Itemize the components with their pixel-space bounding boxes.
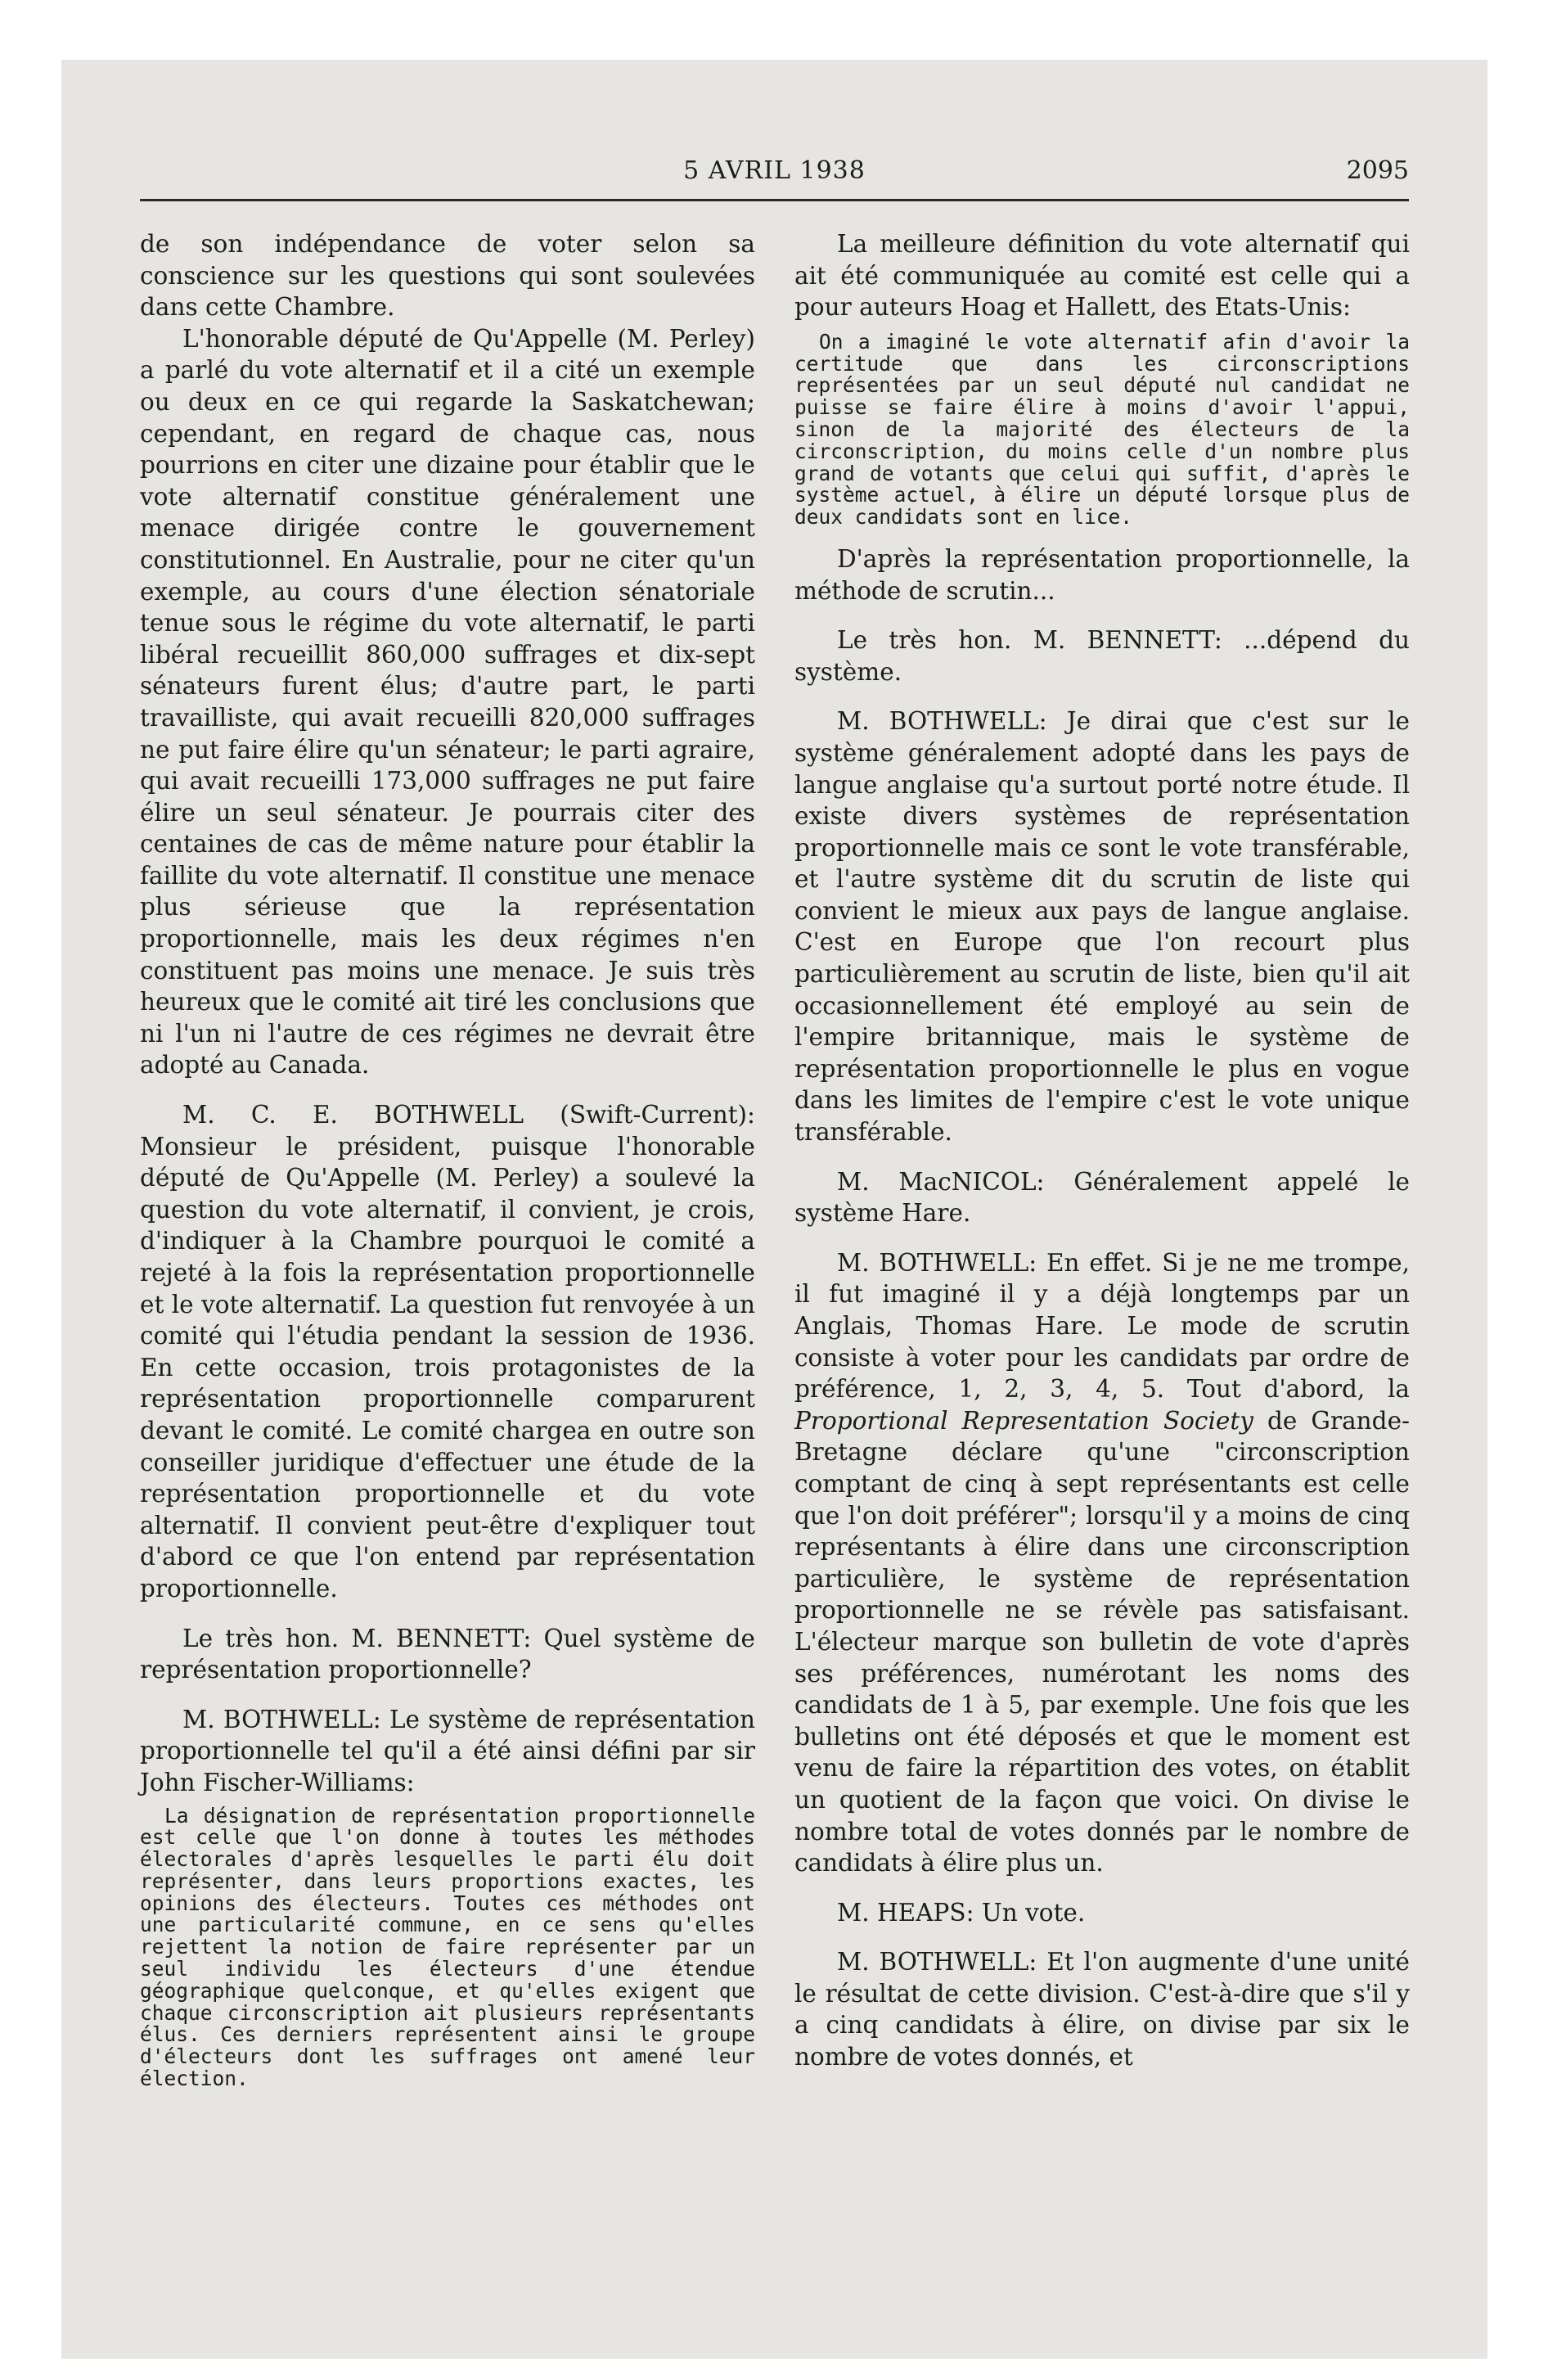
text-run: de Grande-Bretagne déclare qu'une "circonscription comptant de cinq à sept représentants est celle que l'on doit préférer"; lorsqu'il y a moins de cinq représentants à élire dans une circonscription particulière, le système de représentation proportionnelle ne se révèle pas satisfaisant. L'électeur marque son bulletin de vote d'après ses préférences, numérotant les noms des candidats de 1 à 5, par exemple. Une fois que les bulletins ont été déposés et que le moment est venu de faire la répartition des votes, on établit un quotient de la façon que voici. On divise le nombre total de votes donnés par le nombre de candidats à élire plus un.	[794, 1406, 1410, 1877]
paragraph-bothwell-quotient: M. BOTHWELL: Et l'on augmente d'une unité le résultat de cette division. C'est-à-dire que s'il y a cinq candidats à élire, on divise par six le nombre de votes donnés, et	[794, 1948, 1410, 2071]
paragraph: La meilleure définition du vote alternatif qui ait été communiquée au comité est celle qui a pour auteurs Hoag et Hallett, des Etats-Unis:	[794, 230, 1410, 322]
paragraph: de son indépendance de voter selon sa conscience sur les questions qui sont soulevées dans cette Chambre.	[140, 230, 755, 322]
quotation-hoag-hallett: On a imaginé le vote alternatif afin d'avoir la certitude que dans les circonscriptions représentées par un seul député nul candidat ne puisse se faire élire à moins d'avoir l'appui, sinon de la majorité des électeurs de la circonscription, du moins celle d'un nombre plus grand de votants que celui qui suffit, d'après le système actuel, à élire un député lorsque plus de deux candidats sont en lice.	[794, 329, 1410, 530]
page-number: 2095	[1346, 156, 1409, 185]
paragraph-macnicol: M. MacNICOL: Généralement appelé le système Hare.	[794, 1167, 1410, 1228]
header-rule	[140, 199, 1409, 201]
paragraph-heaps: M. HEAPS: Un vote.	[837, 1898, 1086, 1927]
paragraph-bothwell-systems: M. BOTHWELL: Je dirai que c'est sur le système généralement adopté dans les pays de langue anglaise qu'a surtout porté notre étude. Il existe divers systèmes de représentation proportionnelle mais ce sont le vote transférable, et l'autre système dit du scrutin de liste qui convient le mieux aux pays de langue anglaise. C'est en Europe que l'on recourt plus particulièrement au scrutin de liste, bien qu'il ait occasionnellement été employé au sein de l'empire britannique, mais le système de représentation proportionnelle le plus en vogue dans les limites de l'empire c'est le vote unique transférable.	[794, 707, 1410, 1147]
society-name: Proportional Representation Society	[794, 1406, 1253, 1435]
page-sheet	[61, 60, 1487, 2359]
paragraph: L'honorable député de Qu'Appelle (M. Perley) a parlé du vote alternatif et il a cité un exemple ou deux en ce qui regarde la Saskatchewan; cependant, en regard de chaque cas, nous pourrions en citer une dizaine pour établir que le vote alternatif constitue généralement une menace dirigée contre le gouvernement constitutionnel. En Australie, pour ne citer qu'un exemple, au cours d'une élection sénatoriale tenue sous le régime du vote alternatif, le parti libéral recueillit 860,000 suffrages et dix-sept sénateurs furent élus; d'autre part, le parti travailliste, qui avait recueilli 820,000 suffrages ne put faire élire qu'un sénateur; le parti agraire, qui avait recueilli 173,000 suffrages ne put faire élire un seul sénateur. Je pourrais citer des centaines de cas de même nature pour établir la faillite du vote alternatif. Il constitue une menace plus sérieuse que la représentation proportionnelle, mais les deux régimes n'en constituent pas moins une menace. Je suis très heureux que le comité ait tiré les conclusions que ni l'un ni l'autre de ces régimes ne devrait être adopté au Canada.	[140, 324, 755, 1080]
right-column	[794, 228, 1410, 2073]
paragraph-bothwell-definition: M. BOTHWELL: Le système de représentation proportionnelle tel qu'il a été ainsi défini par sir John Fischer-Williams:	[140, 1705, 755, 1796]
paragraph-bennett-question: Le très hon. M. BENNETT: Quel système de représentation proportionnelle?	[140, 1624, 755, 1684]
paragraph-bothwell-intro: M. C. E. BOTHWELL (Swift-Current): Monsieur le président, puisque l'honorable député de Qu'Appelle (M. Perley) a soulevé la question du vote alternatif, il convient, je crois, d'indiquer à la Chambre pourquoi le comité a rejeté à la fois la représentation proportionnelle et le vote alternatif. La question fut renvoyée à un comité qui l'étudia pendant la session de 1936. En cette occasion, trois protagonistes de la représentation proportionnelle comparurent devant le comité. Le comité chargea en outre son conseiller juridique d'effectuer une étude de la représentation proportionnelle et du vote alternatif. Il convient peut-être d'expliquer tout d'abord ce que l'on entend par représentation proportionnelle.	[140, 1101, 755, 1602]
paragraph-bennett-interjection: Le très hon. M. BENNETT: ...dépend du système.	[794, 626, 1410, 686]
quotation-fischer-williams: La désignation de représentation proportionnelle est celle que l'on donne à toutes les méthodes électorales d'après lesquelles le parti élu doit représenter, dans leurs proportions exactes, les opinions des électeurs. Toutes ces méthodes ont une particularité commune, en ce sens qu'elles rejettent la notion de faire représenter par un seul individu les électeurs d'une étendue géographique quelconque, et qu'elles exigent que chaque circonscription ait plusieurs représentants élus. Ces derniers représentent ainsi le groupe d'électeurs dont les suffrages ont amené leur élection.	[140, 1803, 755, 2091]
paragraph-bothwell-hare	[794, 1247, 1410, 1879]
text-run: M. BOTHWELL: En effet. Si je ne me trompe, il fut imaginé il y a déjà longtemps par un Anglais, Thomas Hare. Le mode de scrutin consiste à voter pour les candidats par ordre de préférence, 1, 2, 3, 4, 5. Tout d'abord, la	[794, 1248, 1410, 1404]
header-date: 5 AVRIL 1938	[683, 156, 866, 185]
paragraph: D'après la représentation proportionnelle, la méthode de scrutin...	[794, 544, 1410, 605]
page-header	[140, 156, 1409, 189]
left-column	[140, 228, 755, 2102]
